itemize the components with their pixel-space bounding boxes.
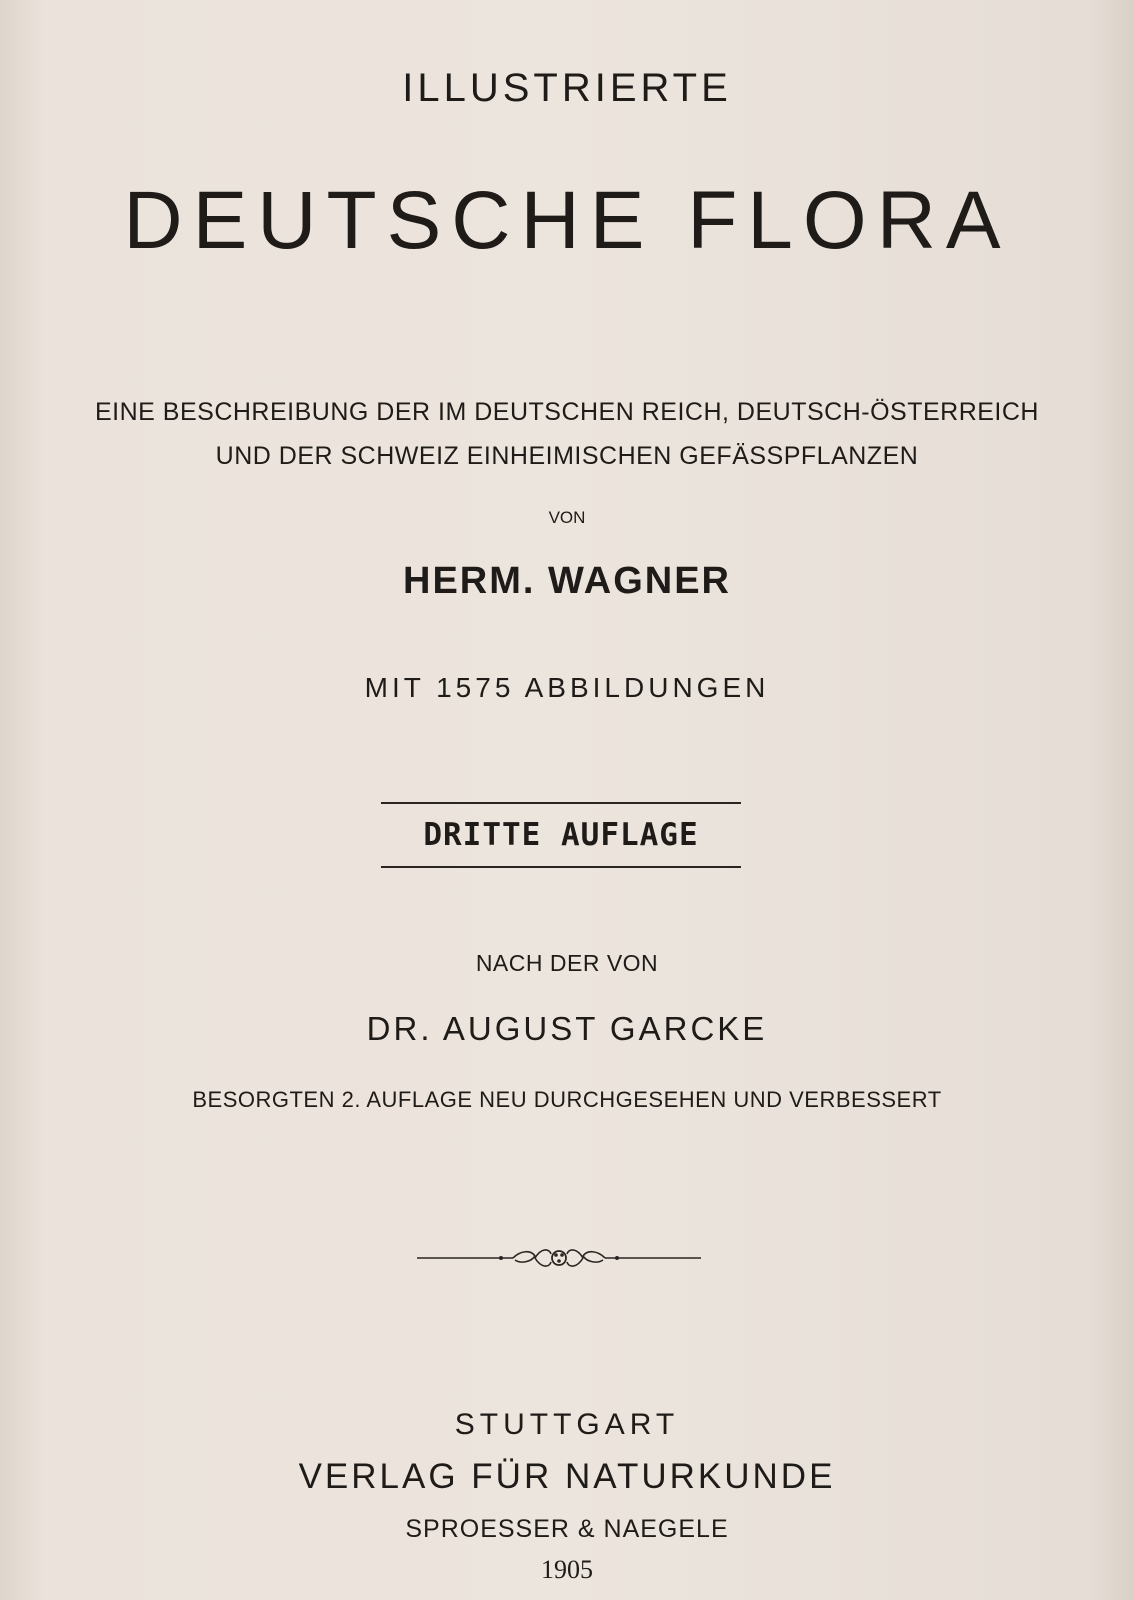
publisher-name: VERLAG FÜR NATURKUNDE [298, 1457, 836, 1496]
overtitle: ILLUSTRIERTE [402, 66, 732, 110]
by-label: VON [548, 508, 586, 527]
illustrations-count: MIT 1575 ABBILDUNGEN [364, 672, 770, 703]
subtitle-line-2: UND DER SCHWEIZ EINHEIMISCHEN GEFÄSSPFLANZEN [215, 442, 919, 470]
after-prefix: NACH DER VON [475, 950, 659, 976]
floral-divider-icon [417, 1244, 701, 1272]
editor-name: DR. AUGUST GARCKE [366, 1010, 768, 1047]
printer-name: SPROESSER & NAEGELE [405, 1515, 729, 1543]
publication-year: 1905 [541, 1555, 593, 1584]
revision-note: BESORGTEN 2. AUFLAGE NEU DURCHGESEHEN UND VERBESSERT [192, 1087, 942, 1112]
publisher-city: STUTTGART [454, 1408, 680, 1441]
author-name: HERM. WAGNER [403, 560, 731, 602]
main-title: DEUTSCHE FLORA [123, 175, 1011, 266]
subtitle-line-1: EINE BESCHREIBUNG DER IM DEUTSCHEN REICH, DEUTSCH-ÖSTERREICH [95, 398, 1039, 426]
edition-label: DRITTE AUFLAGE [381, 802, 741, 868]
